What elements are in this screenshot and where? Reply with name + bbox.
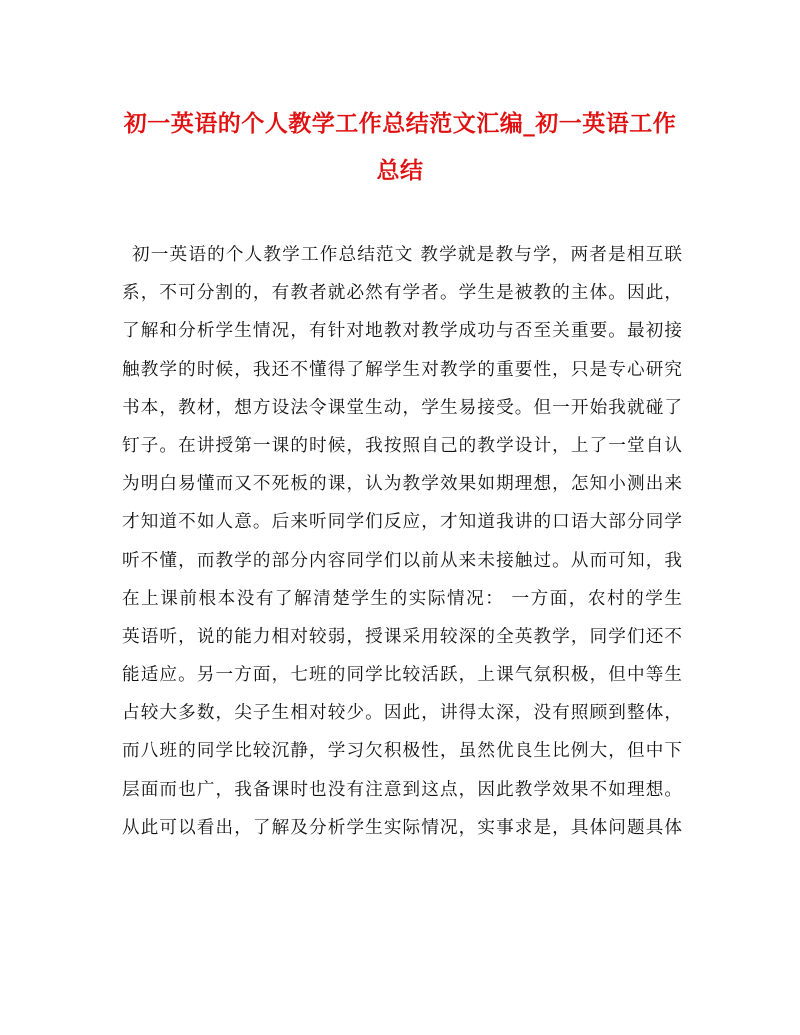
body-line: 钉子。在讲授第一课的时候，我按照自己的教学设计，上了一堂自认: [122, 435, 682, 456]
body-line: 层面而也广，我备课时也没有注意到这点，因此教学效果不如理想。: [122, 779, 682, 800]
title-line-2: 总结: [376, 157, 424, 184]
body-line: 书本，教材，想方设法令课堂生动，学生易接受。但一开始我就碰了: [122, 397, 682, 418]
body-line: 而八班的同学比较沉静，学习欠积极性，虽然优良生比例大，但中下: [122, 741, 682, 762]
document-title: [100, 100, 700, 194]
body-line: 为明白易懂而又不死板的课，认为教学效果如期理想，怎知小测出来: [122, 474, 682, 495]
body-line: 触教学的时候，我还不懂得了解学生对教学的重要性，只是专心研究: [122, 359, 682, 380]
body-line: 占较大多数，尖子生相对较少。因此，讲得太深，没有照顾到整体，: [122, 703, 682, 724]
document-body: [122, 236, 682, 847]
body-line: 初一英语的个人教学工作总结范文 教学就是教与学，两者是相互联: [132, 245, 682, 265]
body-line: 听不懂，而教学的部分内容同学们以前从来未接触过。从而可知，我: [122, 550, 682, 571]
body-line: 能适应。另一方面，七班的同学比较活跃，上课气氛积极，但中等生: [122, 665, 682, 686]
body-line: 系，不可分割的，有教者就必然有学者。学生是被教的主体。因此，: [122, 283, 682, 304]
body-line: 从此可以看出，了解及分析学生实际情况，实事求是，具体问题具体: [122, 817, 682, 838]
body-line: 英语听，说的能力相对较弱，授课采用较深的全英教学，同学们还不: [122, 626, 682, 647]
body-line: 在上课前根本没有了解清楚学生的实际情况： 一方面，农村的学生: [122, 588, 682, 609]
body-line: 才知道不如人意。后来听同学们反应，才知道我讲的口语大部分同学: [122, 512, 682, 533]
title-line-1: 初一英语的个人教学工作总结范文汇编_初一英语工作: [123, 110, 677, 137]
body-line: 了解和分析学生情况，有针对地教对教学成功与否至关重要。最初接: [122, 321, 682, 342]
